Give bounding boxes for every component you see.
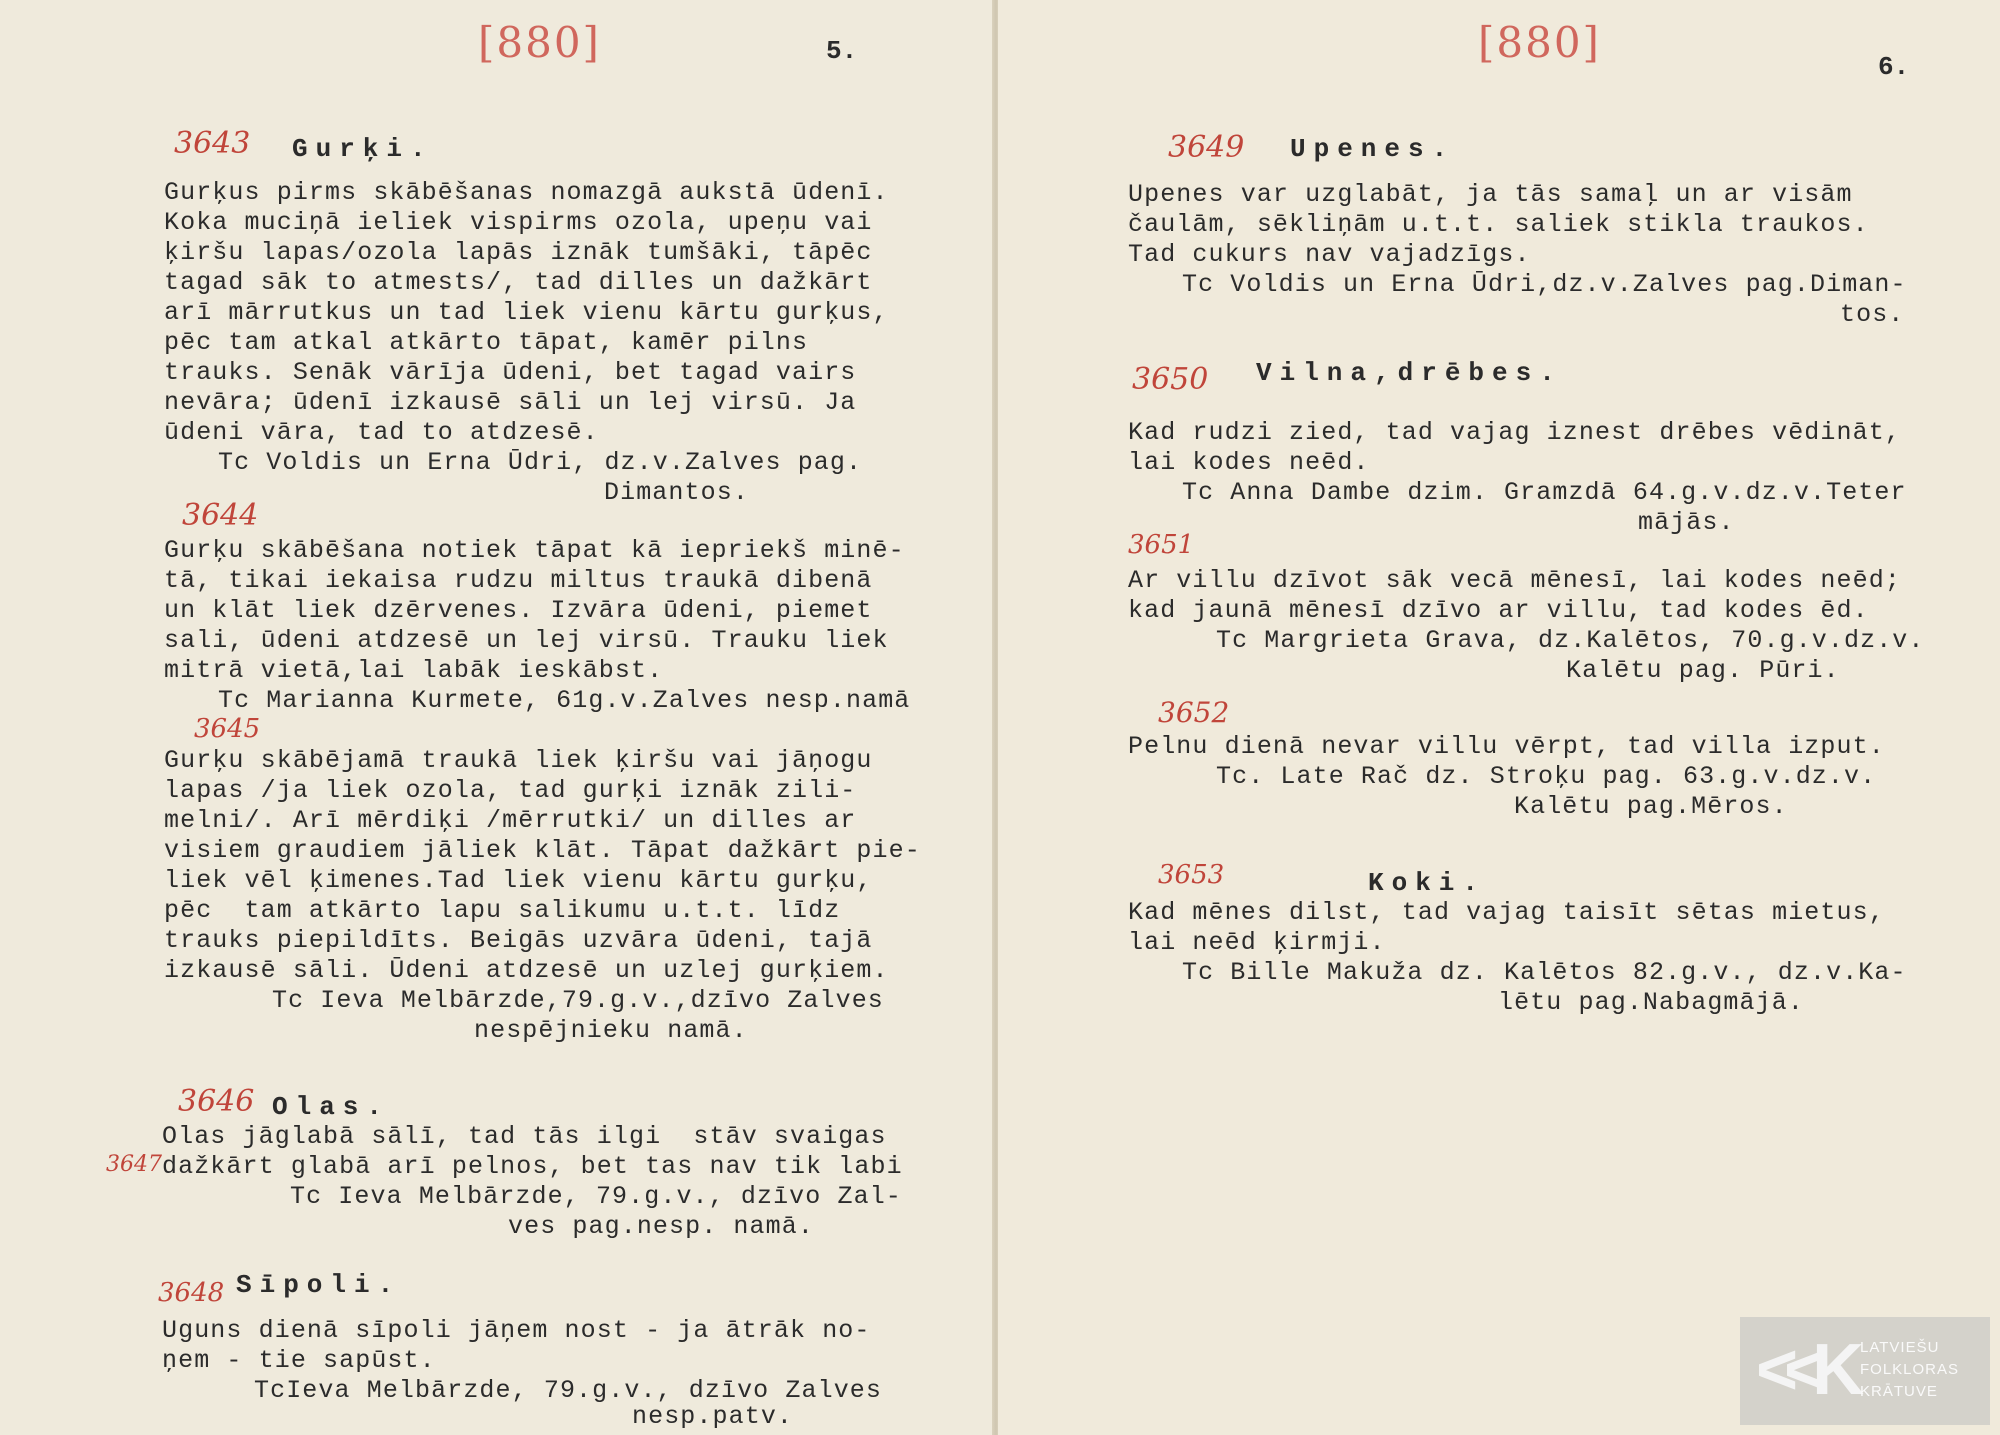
text-line: arī mārrutkus un tad liek vienu kārtu gurķus, (164, 298, 889, 327)
text-line: lai kodes neēd. (1128, 448, 1370, 477)
entry-number: 3652 (1158, 696, 1230, 729)
entry-number: 3645 (194, 714, 261, 744)
text-line: dažkārt glabā arī pelnos, bet tas nav tik labi (162, 1152, 903, 1181)
source-line: Tc Marianna Kurmete, 61g.v.Zalves nesp.namā (218, 686, 911, 715)
entry-heading: Olas. (272, 1092, 391, 1122)
text-line: Upenes var uzglabāt, ja tās samaļ un ar visām (1128, 180, 1853, 209)
text-line: kad jaunā mēnesī dzīvo ar villu, tad kodes ēd. (1128, 596, 1869, 625)
entry-heading: Upenes. (1290, 134, 1456, 164)
source-line: Dimantos. (604, 478, 749, 507)
source-line: nesp.patv. (632, 1402, 794, 1431)
text-line: Kad rudzi zied, tad vajag iznest drēbes vēdināt, (1128, 418, 1901, 447)
text-line: pēc tam atkārto lapu salikumu u.t.t. līdz (164, 896, 841, 925)
entry-heading: Sīpoli. (236, 1270, 402, 1300)
text-line: Pelnu dienā nevar villu vērpt, tad villa izput. (1128, 732, 1885, 761)
source-line: mājās. (1638, 508, 1735, 537)
text-line: lapas /ja liek ozola, tad gurķi iznāk zili- (164, 776, 857, 805)
source-line: Tc Voldis un Erna Ūdri,dz.v.Zalves pag.Diman- (1182, 270, 1907, 299)
text-line: Gurķu skābēšana notiek tāpat kā iepriekš minē- (164, 536, 905, 565)
text-line: trauks piepildīts. Beigās uzvāra ūdeni, tajā (164, 926, 873, 955)
entry-number: 3648 (158, 1278, 225, 1308)
text-line: visiem graudiem jāliek klāt. Tāpat dažkārt pie- (164, 836, 921, 865)
text-line: ūdeni vāra, tad to atdzesē. (164, 418, 599, 447)
text-line: Gurķus pirms skābēšanas nomazgā aukstā ūdenī. (164, 178, 889, 207)
logo-text-line: FOLKLORAS (1860, 1361, 1960, 1378)
text-line: nevāra; ūdenī izkausē sāli un lej virsū. Ja (164, 388, 857, 417)
text-line: izkausē sāli. Ūdeni atdzesē un uzlej gurķiem. (164, 956, 889, 985)
text-line: Uguns dienā sīpoli jāņem nost - ja ātrāk no- (162, 1316, 871, 1345)
text-line: ņem - tie sapūst. (162, 1346, 436, 1375)
archive-ref-right: [880] (1478, 18, 1601, 67)
source-line: TcIeva Melbārzde, 79.g.v., dzīvo Zalves (254, 1376, 882, 1405)
source-line: ves pag.nesp. namā. (508, 1212, 814, 1241)
entry-number: 3649 (1168, 130, 1245, 165)
right-page (998, 0, 2000, 1435)
source-line: Tc. Late Rač dz. Stroķu pag. 63.g.v.dz.v. (1216, 762, 1877, 791)
logo-text-line: LATVIEŠU (1860, 1339, 1940, 1356)
folklore-archive-logo (1740, 1317, 1990, 1425)
entry-heading: Gurķi. (292, 134, 434, 164)
logo-text-line: KRĀTUVE (1860, 1383, 1938, 1400)
text-line: Koka muciņā ieliek vispirms ozola, upeņu vai (164, 208, 873, 237)
source-line: tos. (1840, 300, 1905, 329)
entry-number: 3644 (182, 498, 259, 533)
entry-number: 3643 (174, 126, 251, 161)
entry-heading: Vilna,drēbes. (1256, 358, 1563, 388)
page-number-left: 5. (826, 36, 858, 66)
text-line: melni/. Arī mērdiķi /mērrutki/ un dilles ar (164, 806, 857, 835)
text-line: trauks. Senāk vārīja ūdeni, bet tagad vairs (164, 358, 857, 387)
source-line: Kalētu pag.Mēros. (1514, 792, 1788, 821)
text-line: ķiršu lapas/ozola lapās iznāk tumšāki, tāpēc (164, 238, 873, 267)
text-line: un klāt liek dzērvenes. Izvāra ūdeni, piemet (164, 596, 873, 625)
text-line: čaulām, sēkliņām u.t.t. saliek stikla traukos. (1128, 210, 1869, 239)
source-line: lētu pag.Nabagmājā. (1498, 988, 1804, 1017)
entry-number: 3646 (178, 1084, 255, 1119)
text-line: lai neēd ķirmji. (1128, 928, 1386, 957)
source-line: nespējnieku namā. (474, 1016, 748, 1045)
source-line: Tc Bille Makuža dz. Kalētos 82.g.v., dz.v.Ka- (1182, 958, 1907, 987)
text-line: Kad mēnes dilst, tad vajag taisīt sētas mietus, (1128, 898, 1885, 927)
source-line: Tc Voldis un Erna Ūdri, dz.v.Zalves pag. (218, 448, 863, 477)
entry-number: 3651 (1128, 530, 1195, 560)
text-line: Ar villu dzīvot sāk vecā mēnesī, lai kodes neēd; (1128, 566, 1901, 595)
text-line: tā, tikai iekaisa rudzu miltus traukā dibenā (164, 566, 873, 595)
lfk-logo-icon: <<K (1756, 1330, 1851, 1410)
entry-number: 3650 (1132, 362, 1209, 397)
archive-ref-left: [880] (478, 18, 601, 67)
entry-number: 3647 (106, 1152, 162, 1177)
left-page (0, 0, 994, 1435)
source-line: Tc Ieva Melbārzde,79.g.v.,dzīvo Zalves (272, 986, 884, 1015)
text-line: mitrā vietā,lai labāk ieskābst. (164, 656, 664, 685)
text-line: Gurķu skābējamā traukā liek ķiršu vai jāņogu (164, 746, 873, 775)
source-line: Tc Margrieta Grava, dz.Kalētos, 70.g.v.dz.v. (1216, 626, 1925, 655)
page-number-right: 6. (1878, 52, 1910, 82)
text-line: Tad cukurs nav vajadzīgs. (1128, 240, 1531, 269)
text-line: tagad sāk to atmests/, tad dilles un dažkārt (164, 268, 873, 297)
text-line: sali, ūdeni atdzesē un lej virsū. Trauku liek (164, 626, 889, 655)
source-line: Kalētu pag. Pūri. (1566, 656, 1840, 685)
source-line: Tc Ieva Melbārzde, 79.g.v., dzīvo Zal- (290, 1182, 902, 1211)
entry-number: 3653 (1158, 860, 1225, 890)
source-line: Tc Anna Dambe dzim. Gramzdā 64.g.v.dz.v.Teter (1182, 478, 1907, 507)
text-line: liek vēl ķimenes.Tad liek vienu kārtu gurķu, (164, 866, 873, 895)
entry-heading: Koki. (1368, 868, 1487, 898)
text-line: pēc tam atkal atkārto tāpat, kamēr pilns (164, 328, 809, 357)
text-line: Olas jāglabā sālī, tad tās ilgi stāv svaigas (162, 1122, 887, 1151)
